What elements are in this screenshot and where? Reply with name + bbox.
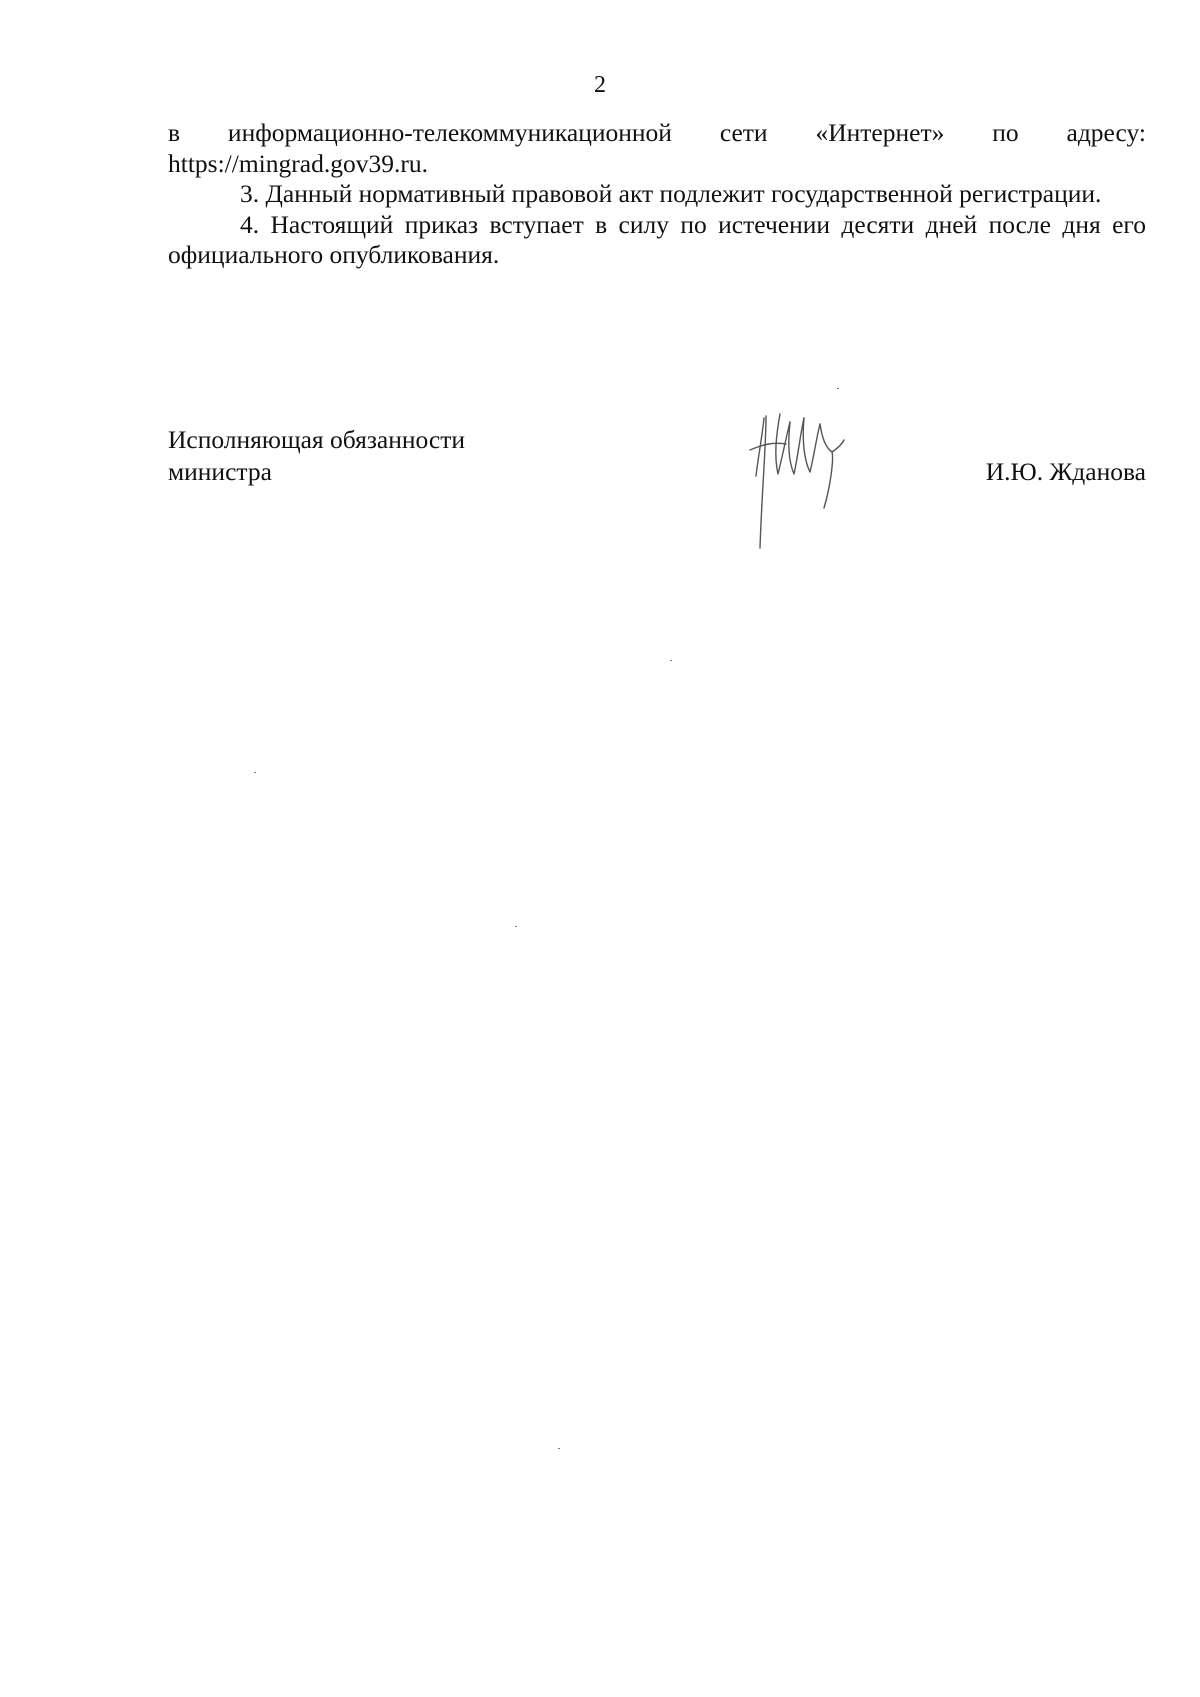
- document-body: [168, 118, 1146, 271]
- signer-position-line-1: Исполняющая обязанности: [168, 425, 465, 454]
- website-url: https://mingrad.gov39.ru.: [168, 148, 428, 178]
- scan-speck: [254, 772, 256, 773]
- signer-name: И.Ю. Жданова: [985, 457, 1146, 486]
- signer-position-line-2: министра: [168, 457, 272, 486]
- paragraph-4: 4. Настоящий приказ вступает в силу по истечении десяти дней после дня его официального опубликования.: [168, 209, 1146, 269]
- paragraph-2-line-1: в информационно-телекоммуникационной сети «Интернет» по адресу:: [168, 118, 1146, 147]
- scan-speck: [837, 388, 839, 389]
- scan-speck: [558, 1448, 560, 1449]
- scan-speck: [515, 926, 517, 927]
- signer-position: [168, 424, 465, 488]
- handwritten-signature-icon: [744, 378, 854, 553]
- page-number: 2: [594, 72, 606, 98]
- scan-speck: [670, 660, 672, 661]
- paragraph-3: 3. Данный нормативный правовой акт подлежит государственной регистрации.: [240, 179, 1102, 208]
- paragraph-2-continuation: [168, 118, 1146, 179]
